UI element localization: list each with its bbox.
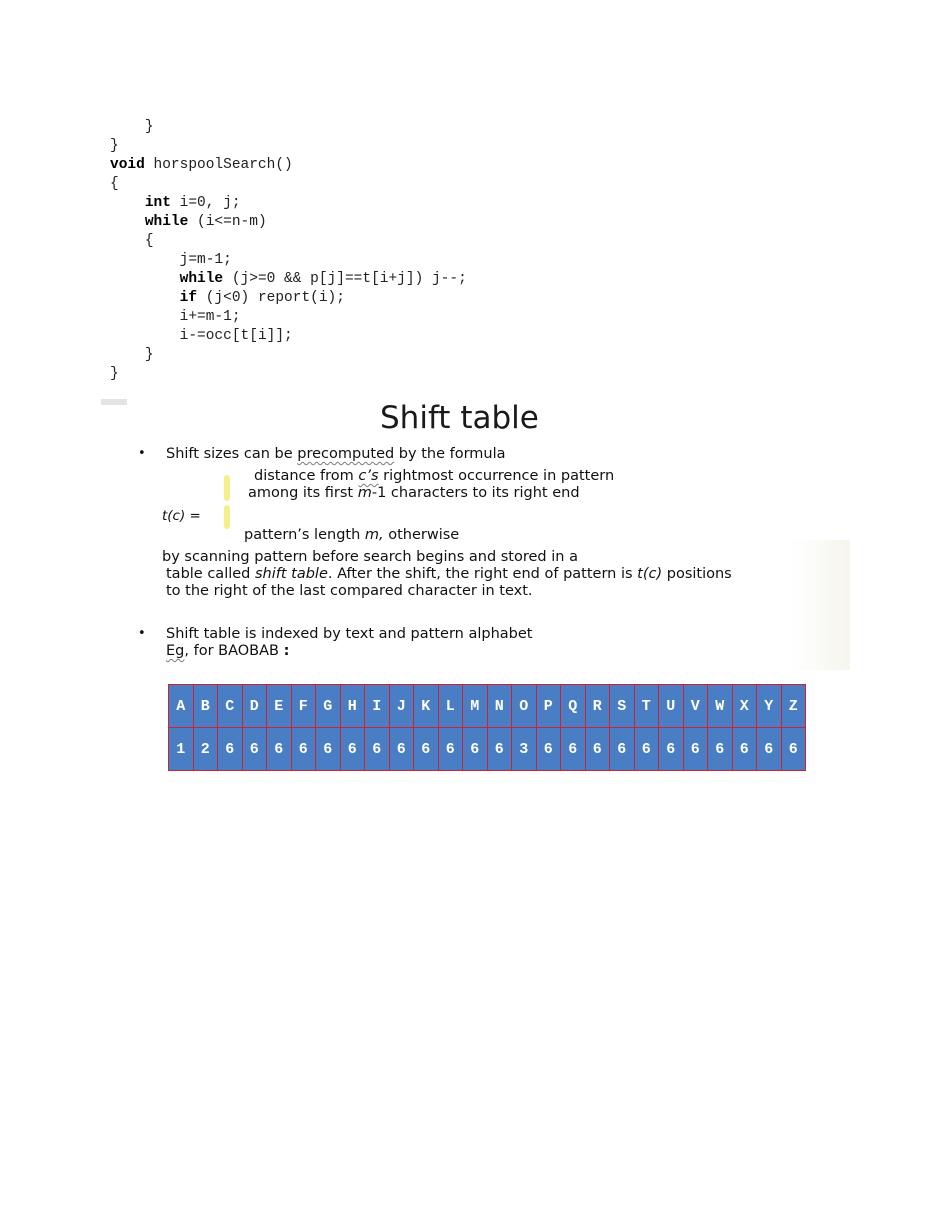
formula-brace-bottom [224, 505, 230, 529]
shift-table-letter-cell: D [242, 685, 267, 728]
shift-table-letter-cell: J [389, 685, 414, 728]
shift-table-letter-cell: V [683, 685, 708, 728]
code-line: if (j<0) report(i); [179, 290, 345, 306]
shift-table-letter-cell: A [169, 685, 194, 728]
formula-brace-top [224, 475, 230, 501]
slide-fade-edge [788, 540, 850, 670]
shift-table [168, 684, 806, 771]
formula-case2: pattern’s length m, otherwise [244, 527, 460, 543]
bullet1-text: Shift sizes can be precomputed by the formula [166, 446, 506, 462]
shift-table-value-cell: 6 [438, 728, 463, 771]
shift-table-letter-cell: R [585, 685, 610, 728]
code-line: } [110, 366, 119, 382]
shift-table-value-cell: 6 [487, 728, 512, 771]
para-line1: by scanning pattern before search begins and stored in a [162, 549, 578, 565]
code-line: j=m-1; [179, 252, 232, 268]
shift-table-values-row [169, 728, 806, 771]
shift-table-value-cell: 6 [242, 728, 267, 771]
shift-table-value-cell: 6 [732, 728, 757, 771]
shift-table-letter-cell: K [414, 685, 439, 728]
shift-table-value-cell: 6 [536, 728, 561, 771]
code-block [110, 118, 467, 384]
code-line: i-=occ[t[i]]; [179, 328, 293, 344]
shift-table-value-cell: 6 [757, 728, 782, 771]
shift-table-value-cell: 6 [561, 728, 586, 771]
shift-table-value-cell: 6 [267, 728, 292, 771]
shift-table-letter-cell: S [610, 685, 635, 728]
para-line3: to the right of the last compared character in text. [166, 583, 533, 599]
shift-table-letter-cell: M [463, 685, 488, 728]
shift-table-value-cell: 6 [585, 728, 610, 771]
shift-table-letter-cell: X [732, 685, 757, 728]
bullet2-line1: Shift table is indexed by text and pattern alphabet [166, 626, 533, 642]
shift-table-letters-row [169, 685, 806, 728]
code-line: while (j>=0 && p[j]==t[i+j]) j--; [179, 271, 467, 287]
shift-table-letter-cell: F [291, 685, 316, 728]
shift-table-value-cell: 1 [169, 728, 194, 771]
shift-table-letter-cell: U [659, 685, 684, 728]
shift-table-value-cell: 6 [634, 728, 659, 771]
code-line: } [144, 119, 154, 135]
slide-title: Shift table [380, 400, 539, 436]
shift-table-value-cell: 6 [659, 728, 684, 771]
shift-table-value-cell: 6 [365, 728, 390, 771]
shift-table-letter-cell: Y [757, 685, 782, 728]
shift-table-value-cell: 6 [610, 728, 635, 771]
shift-table-letter-cell: C [218, 685, 243, 728]
shift-table-value-cell: 6 [218, 728, 243, 771]
code-line: { [110, 176, 119, 192]
shift-table-value-cell: 6 [340, 728, 365, 771]
bullet-icon: • [138, 626, 146, 641]
code-line: while (i<=n-m) [144, 214, 267, 230]
shift-table-letter-cell: H [340, 685, 365, 728]
bullet-icon: • [138, 446, 146, 461]
code-line: int i=0, j; [144, 195, 241, 211]
shift-table-value-cell: 6 [708, 728, 733, 771]
shift-table-letter-cell: T [634, 685, 659, 728]
shift-table-letter-cell: W [708, 685, 733, 728]
shift-table-letter-cell: L [438, 685, 463, 728]
para-line2: table called shift table. After the shift, the right end of pattern is t(c) positions [166, 566, 732, 582]
bullet2-line2: Eg, for BAOBAB : [166, 643, 290, 659]
formula-case1-line2: among its first m-1 characters to its right end [248, 485, 580, 501]
shift-table-value-cell: 2 [193, 728, 218, 771]
formula-lhs: t(c) = [162, 508, 201, 524]
formula-case1-line1: distance from c’s rightmost occurrence in pattern [254, 468, 615, 484]
shift-table-letter-cell: B [193, 685, 218, 728]
code-line: } [144, 347, 154, 363]
code-line: { [144, 233, 154, 249]
shift-table-value-cell: 6 [291, 728, 316, 771]
shift-table-letter-cell: P [536, 685, 561, 728]
shift-table-value-cell: 3 [512, 728, 537, 771]
shift-table-letter-cell: Q [561, 685, 586, 728]
shift-table-value-cell: 6 [781, 728, 806, 771]
shift-table-value-cell: 6 [316, 728, 341, 771]
shift-table-letter-cell: N [487, 685, 512, 728]
shift-table-letter-cell: O [512, 685, 537, 728]
shift-table-letter-cell: G [316, 685, 341, 728]
shift-table-value-cell: 6 [414, 728, 439, 771]
code-line: i+=m-1; [179, 309, 241, 325]
shift-table-letter-cell: I [365, 685, 390, 728]
code-line: void horspoolSearch() [110, 157, 293, 173]
shift-table-letter-cell: E [267, 685, 292, 728]
shift-table-value-cell: 6 [389, 728, 414, 771]
shift-table-value-cell: 6 [683, 728, 708, 771]
shift-table-value-cell: 6 [463, 728, 488, 771]
shift-table-letter-cell: Z [781, 685, 806, 728]
slide-tab-marker [101, 399, 127, 405]
code-line: } [110, 138, 119, 154]
